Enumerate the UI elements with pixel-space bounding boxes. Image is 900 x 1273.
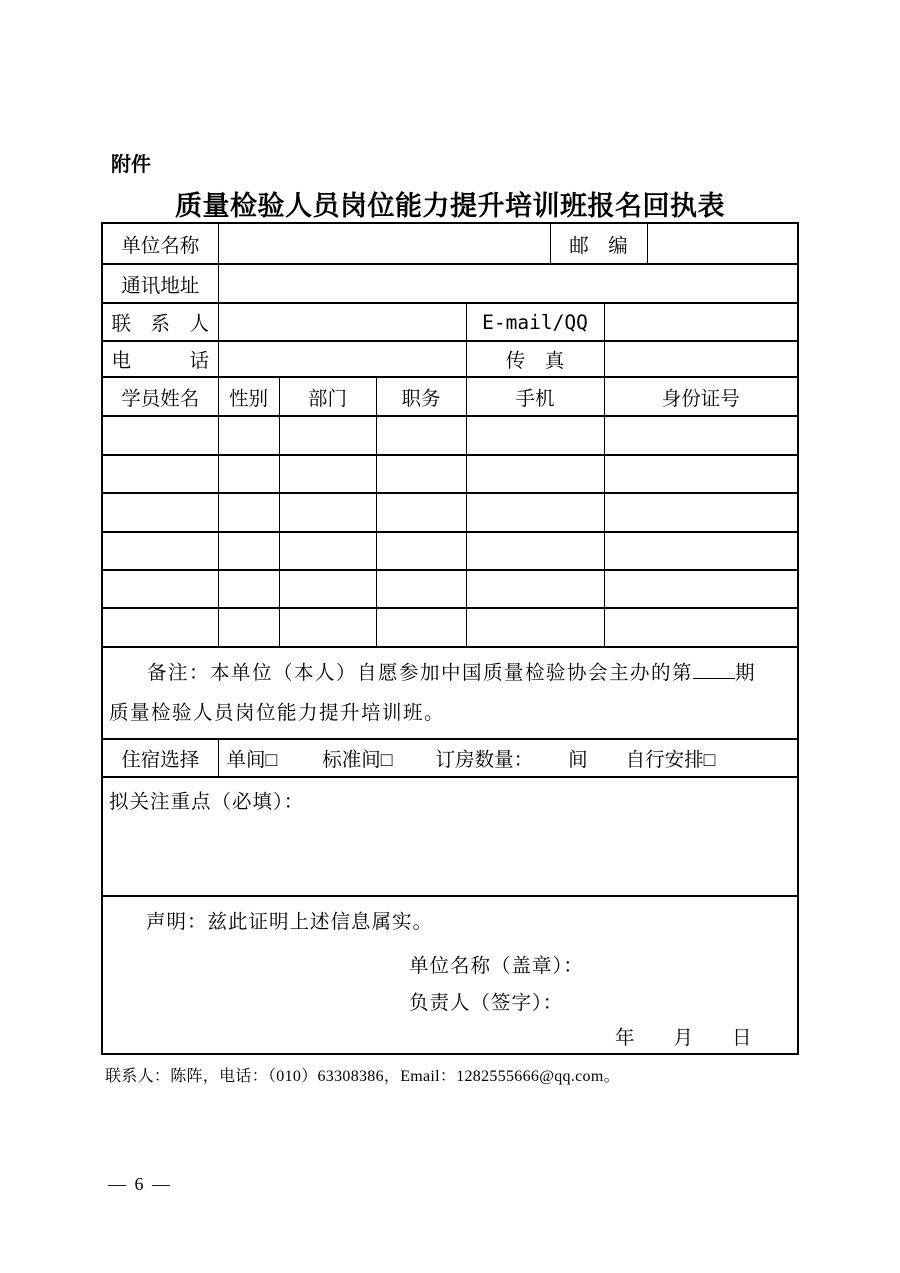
booking-qty-label: 订房数量： — [435, 750, 534, 771]
address-row — [102, 264, 798, 303]
date-line: 年 月 日 — [615, 1028, 752, 1049]
student-department-cell — [279, 416, 376, 455]
student-department-cell — [279, 532, 376, 570]
unit-info-row — [102, 223, 798, 264]
student-name-cell — [102, 493, 218, 532]
student-id-cell — [604, 532, 798, 570]
focus-cell — [102, 777, 798, 896]
student-id-cell — [604, 416, 798, 455]
address-value-cell — [218, 264, 798, 303]
declaration-row — [102, 896, 798, 1054]
student-name-cell — [102, 416, 218, 455]
student-name-cell — [102, 608, 218, 647]
phone-row — [102, 341, 798, 377]
single-room-option: 单间□ — [226, 750, 278, 771]
signer-label: 负责人（签字）： — [409, 993, 564, 1014]
student-mobile-cell — [466, 570, 604, 608]
session-blank-underline — [693, 658, 735, 679]
remark-text-line2: 质量检验人员岗位能力提升培训班。 — [109, 703, 446, 724]
student-gender-cell — [218, 608, 279, 647]
remark-suffix: 期 — [735, 663, 757, 684]
postal-code-value-cell — [647, 223, 798, 264]
focus-label: 拟关注重点（必填）： — [109, 792, 305, 813]
student-name-cell — [102, 532, 218, 570]
gender-header: 性别 — [218, 377, 279, 416]
student-position-cell — [376, 455, 466, 493]
registration-form-table — [101, 222, 799, 1055]
contact-row — [102, 303, 798, 341]
student-mobile-cell — [466, 532, 604, 570]
student-gender-cell — [218, 532, 279, 570]
student-department-cell — [279, 455, 376, 493]
student-gender-cell — [218, 493, 279, 532]
page-title: 质量检验人员岗位能力提升培训班报名回执表 — [175, 191, 725, 221]
remark-cell — [102, 647, 798, 739]
remark-text-line1 — [103, 648, 797, 694]
student-department-cell — [279, 570, 376, 608]
declaration-statement: 声明：兹此证明上述信息属实。 — [146, 912, 434, 933]
student-id-cell — [604, 608, 798, 647]
focus-row — [102, 777, 798, 896]
student-mobile-cell — [466, 493, 604, 532]
phone-value-cell — [218, 341, 466, 377]
remark-prefix: 备注：本单位（本人）自愿参加中国质量检验协会主办的第 — [147, 663, 694, 684]
position-header: 职务 — [376, 377, 466, 416]
postal-code-label: 邮 编 — [550, 223, 647, 264]
attachment-label: 附件 — [111, 154, 151, 176]
id-number-header: 身份证号 — [604, 377, 798, 416]
student-mobile-cell — [466, 416, 604, 455]
student-position-cell — [376, 570, 466, 608]
student-header-row — [102, 377, 798, 416]
student-id-cell — [604, 493, 798, 532]
student-position-cell — [376, 493, 466, 532]
student-gender-cell — [218, 416, 279, 455]
contact-person-value-cell — [218, 303, 466, 341]
declaration-cell — [102, 896, 798, 1054]
student-row — [102, 570, 798, 608]
student-row — [102, 608, 798, 647]
accommodation-row — [102, 739, 798, 777]
student-row — [102, 493, 798, 532]
student-mobile-cell — [466, 455, 604, 493]
student-name-cell — [102, 455, 218, 493]
email-qq-value-cell — [604, 303, 798, 341]
student-gender-cell — [218, 455, 279, 493]
email-qq-label: E-mail/QQ — [466, 303, 604, 341]
student-row — [102, 532, 798, 570]
standard-room-option: 标准间□ — [322, 750, 393, 771]
mobile-header: 手机 — [466, 377, 604, 416]
fax-value-cell — [604, 341, 798, 377]
student-id-cell — [604, 570, 798, 608]
student-row — [102, 416, 798, 455]
student-position-cell — [376, 416, 466, 455]
unit-name-label: 单位名称 — [102, 223, 218, 264]
department-header: 部门 — [279, 377, 376, 416]
remark-row — [102, 647, 798, 739]
unit-name-value-cell — [218, 223, 550, 264]
student-row — [102, 455, 798, 493]
phone-label: 电 话 — [102, 341, 218, 377]
accommodation-label: 住宿选择 — [102, 739, 218, 777]
unit-seal-label: 单位名称（盖章）： — [409, 956, 584, 977]
student-position-cell — [376, 608, 466, 647]
student-gender-cell — [218, 570, 279, 608]
page-number: — 6 — — [108, 1174, 172, 1194]
student-department-cell — [279, 493, 376, 532]
student-department-cell — [279, 608, 376, 647]
accommodation-options-cell — [218, 739, 798, 777]
self-arrange-option: 自行安排□ — [625, 750, 716, 771]
student-id-cell — [604, 455, 798, 493]
student-position-cell — [376, 532, 466, 570]
address-label: 通讯地址 — [102, 264, 218, 303]
qty-unit-label: 间 — [568, 750, 588, 771]
contact-person-label: 联 系 人 — [102, 303, 218, 341]
student-name-header: 学员姓名 — [102, 377, 218, 416]
footer-contact: 联系人：陈阵，电话：（010）63308386，Email：1282555666@qq.com。 — [105, 1068, 620, 1085]
student-mobile-cell — [466, 608, 604, 647]
student-name-cell — [102, 570, 218, 608]
fax-label: 传 真 — [466, 341, 604, 377]
